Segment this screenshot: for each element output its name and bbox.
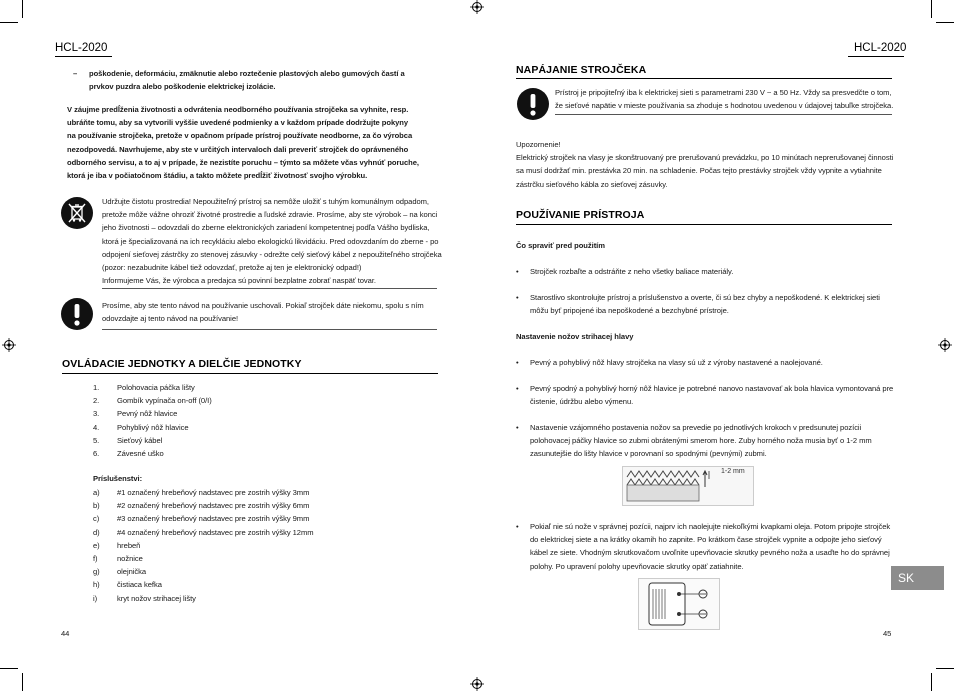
crop-mark — [0, 22, 18, 23]
section-rule — [516, 224, 892, 225]
list-item: b) #2 označený hrebeňový nadstavec pre zostrih výšky 6mm — [93, 501, 310, 511]
list-item: d) #4 označený hrebeňový nadstavec pre zostrih výšky 12mm — [93, 527, 314, 537]
page-header-left: HCL-2020 — [55, 42, 108, 54]
controls-list — [93, 381, 212, 460]
before-use-item: • Starostlivo skontrolujte prístroj a príslušenstvo a overte, či sú bez chyby a nepoškodené. K elektrickej sieti môžu byť pripojené iba nepoškodené a bezchybné prístroje. — [516, 293, 880, 316]
list-item: g) olejnička — [93, 567, 147, 577]
exclamation-icon — [61, 298, 93, 330]
diagram-label: 1-2 mm — [721, 468, 745, 475]
list-item: f) nožnice — [93, 554, 143, 564]
list-item: 5. Sieťový kábel — [93, 435, 163, 445]
language-tab: SK — [891, 566, 944, 590]
section-rule — [516, 78, 892, 79]
weee-icon — [61, 197, 93, 229]
blade-screws-diagram — [638, 578, 720, 630]
accessories-title: Príslušenstvi: — [93, 474, 143, 483]
blade-item: • Pevný a pohyblivý nôž hlavy strojčeka na vlasy sú už z výroby nastavené a naolejované. — [516, 358, 823, 367]
crop-mark — [22, 673, 23, 691]
section-title-controls: OVLÁDACIE JEDNOTKY A DIELČIE JEDNOTKY — [62, 358, 302, 370]
recycle-paragraph: Udržujte čistotu prostredia! Nepoužiteľný prístroj sa nemôže uložiť s tuhým komunálnym odpadom, pretože môže vážne ohroziť životné prostredie a ľudské zdravie. Prosíme, aby ste výrobok – na konci jeho životnosti – odovzdali do zberne elektronických zariadení kompetentnej podľa Vášho bydliska, ktorá je špecializovaná na ich recykláciu alebo ekologickú likvidáciu. Pred odovzdaním do zberne - po odpojení sieťovej zástrčky zo stenovej zásuvky - odrežte celý sieťový kábel z nepoužiteľného strojčeka (pozor: nezabudnite kábel tiež odovzdať, pretože aj ten je elektronický odpad!) Informujeme Vás, že výrobca a predajca sú povinní bezplatne zobrať naspäť tovar. — [102, 197, 442, 286]
paragraph-rule — [555, 114, 892, 115]
before-use-title: Čo spraviť pred použitím — [516, 241, 605, 250]
registration-mark-icon — [470, 0, 484, 14]
section-rule — [62, 373, 438, 374]
before-use-item: • Strojček rozbaľte a odstráňte z neho všetky baliace materiály. — [516, 267, 734, 276]
list-item: i) kryt nožov strihacej lišty — [93, 593, 196, 603]
warning-paragraph: V záujme predĺženia životnosti a odvrátenia neodborného používania strojčeka sa vyhnite, resp. ubráňte tomu, aby sa vytvorili vyššie uvedené podmienky a v každom prípade dodržujte pokyny na používanie strojčeka, pretože v opačnom prípade prístroj používate neodborne, za čo výrobca nezodpovedá. Navrhujeme, aby ste v určitých intervaloch dali preveriť strojček do oprávneného odborného servisu, a to aj v prípade, že nezistíte poruchu – týmto sa môžete včas vyhnúť poruche, ktorá je iba v počiatočnom štádiu, a takto môžete predĺžiť životnosť svojho výrobku. — [67, 105, 419, 181]
power-paragraph: Prístroj je pripojiteľný iba k elektrickej sieti s parametrami 230 V ~ a 50 Hz. Vždy sa presvedčte o tom, že sieťové napätie v mieste používania sa zhoduje s hodnotou uvedenou v údajovej tabuľke strojčeka. — [555, 88, 894, 111]
paragraph-rule — [102, 329, 437, 330]
header-rule — [848, 56, 904, 57]
list-item: 2. Gombík vypínača on-off (0/I) — [93, 396, 212, 406]
list-item: 6. Závesné uško — [93, 449, 164, 459]
crop-mark — [931, 0, 932, 18]
final-item: • Pokiaľ nie sú nože v správnej pozícii, najprv ich naolejujte niekoľkými kvapkami oleja. Potom pripojte strojček do elektrickej siete a na krátky okamih ho zapnite. Po krátkom čase strojček vypnite a odpojte jeho sieťový kábel ze siete. Vhodným skrutkovačom uvoľnite upevňovacie skrutky pevného noža a usaďte ho do správnej polohy. Po upravení polohy upevňovacie skrutky opäť zatiahnite. — [516, 522, 891, 571]
registration-mark-icon — [938, 338, 952, 352]
list-item: 4. Pohyblivý nôž hlavice — [93, 422, 189, 432]
notice-block: Upozornenie! Elektrický strojček na vlasy je skonštruovaný pre prerušovanú prevádzku, po 10 minútach neprerušovanej činnosti sa musí dodržať min. prestávka 20 min. na schladenie. Počas tejto prestávky strojček vždy vypnite a vytiahnite zástrčku sieťového kábla zo sieťovej zásuvky. — [516, 140, 894, 189]
section-title-power: NAPÁJANIE STROJČEKA — [516, 64, 647, 76]
dash-item: – poškodenie, deformáciu, zmäknutie alebo roztečenie plastových alebo gumových častí a prvkov puzdra alebo poškodenie elektrickej izolácie. — [73, 69, 405, 92]
blade-item: • Nastavenie vzájomného postavenia nožov sa prevedie po jednotlivých krokoch v predsunutej pozícii polohovacej páčky hlavice so zubmi obrátenými smerom hore. Zuby horného noža musia byť o 1-2 mm zasunutejšie do lišty hlavice v porovnaní so spodnými (pevnými) zubmi. — [516, 423, 872, 459]
page-number-left: 44 — [61, 629, 70, 638]
list-item: 3. Pevný nôž hlavice — [93, 409, 178, 419]
registration-mark-icon — [470, 677, 484, 691]
registration-mark-icon — [2, 338, 16, 352]
crop-mark — [22, 0, 23, 18]
crop-mark — [0, 668, 18, 669]
blade-alignment-diagram — [622, 466, 754, 506]
paragraph-rule — [102, 288, 437, 289]
exclamation-icon — [517, 88, 549, 120]
blade-setting-title: Nastavenie nožov strihacej hlavy — [516, 332, 634, 341]
accessories-list — [93, 486, 314, 605]
crop-mark — [936, 22, 954, 23]
keep-manual-paragraph: Prosíme, aby ste tento návod na používanie uschovali. Pokiaľ strojček dáte niekomu, spolu s ním odovzdajte aj tento návod na používanie! — [102, 301, 424, 324]
crop-mark — [936, 668, 954, 669]
blade-item: • Pevný spodný a pohyblivý horný nôž hlavice je potrebné nanovo nastavovať ak bola hlavica vymontovaná pre čistenie, údržbu alebo výmenu. — [516, 384, 894, 407]
list-item: e) hrebeň — [93, 540, 141, 550]
section-title-usage: POUŽÍVANIE PRÍSTROJA — [516, 209, 645, 221]
header-rule — [55, 56, 112, 57]
list-item: c) #3 označený hrebeňový nadstavec pre zostrih výšky 9mm — [93, 514, 310, 524]
list-item: 1. Polohovacia páčka lišty — [93, 383, 195, 392]
page-header-right: HCL-2020 — [854, 42, 907, 54]
page-number-right: 45 — [883, 629, 892, 638]
crop-mark — [931, 673, 932, 691]
list-item: h) čistiaca kefka — [93, 580, 162, 590]
list-item: a) #1 označený hrebeňový nadstavec pre zostrih výšky 3mm — [93, 488, 310, 497]
